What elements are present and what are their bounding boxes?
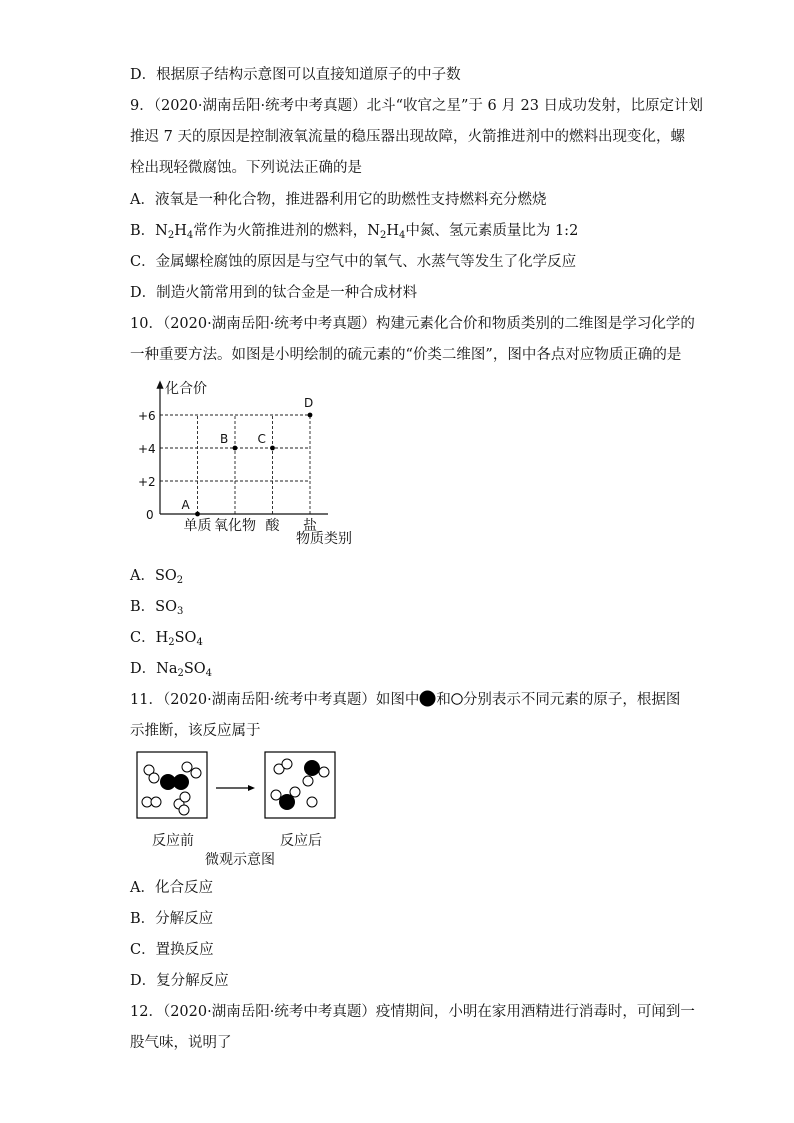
point-C <box>270 446 275 451</box>
y-tick-label: +2 <box>138 475 156 489</box>
q11-option-a: A．化合反应 <box>130 880 213 896</box>
point-label-D: D <box>304 396 314 410</box>
point-A <box>195 512 200 517</box>
point-label-B: B <box>220 432 229 446</box>
white-atom <box>282 759 292 769</box>
white-atom <box>319 767 329 777</box>
point-D <box>308 413 313 418</box>
q10-option-c: C．$H_2SO_4$ <box>130 630 203 648</box>
before-label: 反应前 <box>152 833 194 849</box>
q10-option-a: A．$SO_2$ <box>130 568 184 586</box>
q9-option-c: C．金属螺栓腐蚀的原因是与空气中的氧气、水蒸气等发生了化学反应 <box>130 254 577 270</box>
q10-stem-line-2: 一种重要方法。如图是小明绘制的硫元素的“价类二维图”，图中各点对应物质正确的是 <box>130 347 682 363</box>
white-atom <box>271 790 281 800</box>
q9-stem-line-3: 栓出现轻微腐蚀。下列说法正确的是 <box>130 160 362 176</box>
q11-option-d: D．复分解反应 <box>130 973 229 989</box>
q11-stem-line-1: 11．（2020·湖南岳阳·统考中考真题）如图中 和 分别表示不同元素的原子，根据图 <box>130 692 681 708</box>
q8-option-d: D．根据原子结构示意图可以直接知道原子的中子数 <box>130 67 461 83</box>
white-atom <box>149 773 159 783</box>
x-axis-label: 物质类别 <box>296 531 352 547</box>
q9-option-d: D．制造火箭常用到的钛合金是一种合成材料 <box>130 285 418 301</box>
white-atom <box>307 797 317 807</box>
x-tick-label: 单质 <box>183 518 212 534</box>
q9-option-b: B．$N_2H_4$常作为火箭推进剂的燃料，$N_2H_4$中氮、氢元素质量比为 1:2 <box>130 223 579 241</box>
point-label-A: A <box>181 498 190 512</box>
diagram-caption: 微观示意图 <box>205 852 275 868</box>
q12-stem-line-2: 股气味，说明了 <box>130 1035 232 1051</box>
point-B <box>233 446 238 451</box>
q12-stem-line-1: 12．（2020·湖南岳阳·统考中考真题）疫情期间，小明在家用酒精进行消毒时，可闻到一 <box>130 1004 695 1020</box>
white-atom <box>182 762 192 772</box>
x-tick-label: 盐 <box>303 518 317 534</box>
white-atom-icon <box>451 693 463 705</box>
black-atom <box>173 774 189 790</box>
black-atom <box>304 760 320 776</box>
q11-stem-line-2: 示推断，该反应属于 <box>130 723 261 739</box>
white-atom <box>151 797 161 807</box>
q9-option-a: A．液氧是一种化合物，推进器利用它的助燃性支持燃料充分燃烧 <box>130 192 547 208</box>
white-atom <box>303 776 313 786</box>
white-atom <box>180 792 190 802</box>
q10-option-b: B．$SO_3$ <box>130 599 184 617</box>
point-label-C: C <box>257 432 266 446</box>
x-tick-label: 氧化物 <box>214 518 256 534</box>
y-tick-label: +6 <box>138 409 156 423</box>
white-atom <box>191 768 201 778</box>
x-tick-label: 酸 <box>265 518 280 534</box>
y-tick-label: +4 <box>138 442 156 456</box>
white-atom <box>179 805 189 815</box>
q11-option-c: C．置换反应 <box>130 942 214 958</box>
q9-stem-line-1: 9．（2020·湖南岳阳·统考中考真题）北斗“收官之星”于 6 月 23 日成功发射，比原定计划 <box>130 98 704 114</box>
white-atom <box>290 787 300 797</box>
micro-reaction-diagram <box>130 750 370 872</box>
y-axis-label: 化合价 <box>165 381 207 397</box>
after-label: 反应后 <box>280 833 322 849</box>
valence-type-chart <box>128 376 368 552</box>
q10-stem-line-1: 10．（2020·湖南岳阳·统考中考真题）构建元素化合价和物质类别的二维图是学习化学的 <box>130 316 695 332</box>
q10-option-d: D．$Na_2SO_4$ <box>130 661 213 679</box>
y-tick-label: 0 <box>146 508 154 522</box>
black-atom-icon <box>419 690 436 707</box>
after-box <box>265 752 335 818</box>
q11-option-b: B．分解反应 <box>130 911 214 927</box>
q9-stem-line-2: 推迟 7 天的原因是控制液氧流量的稳压器出现故障，火箭推进剂中的燃料出现变化，螺 <box>130 129 685 145</box>
